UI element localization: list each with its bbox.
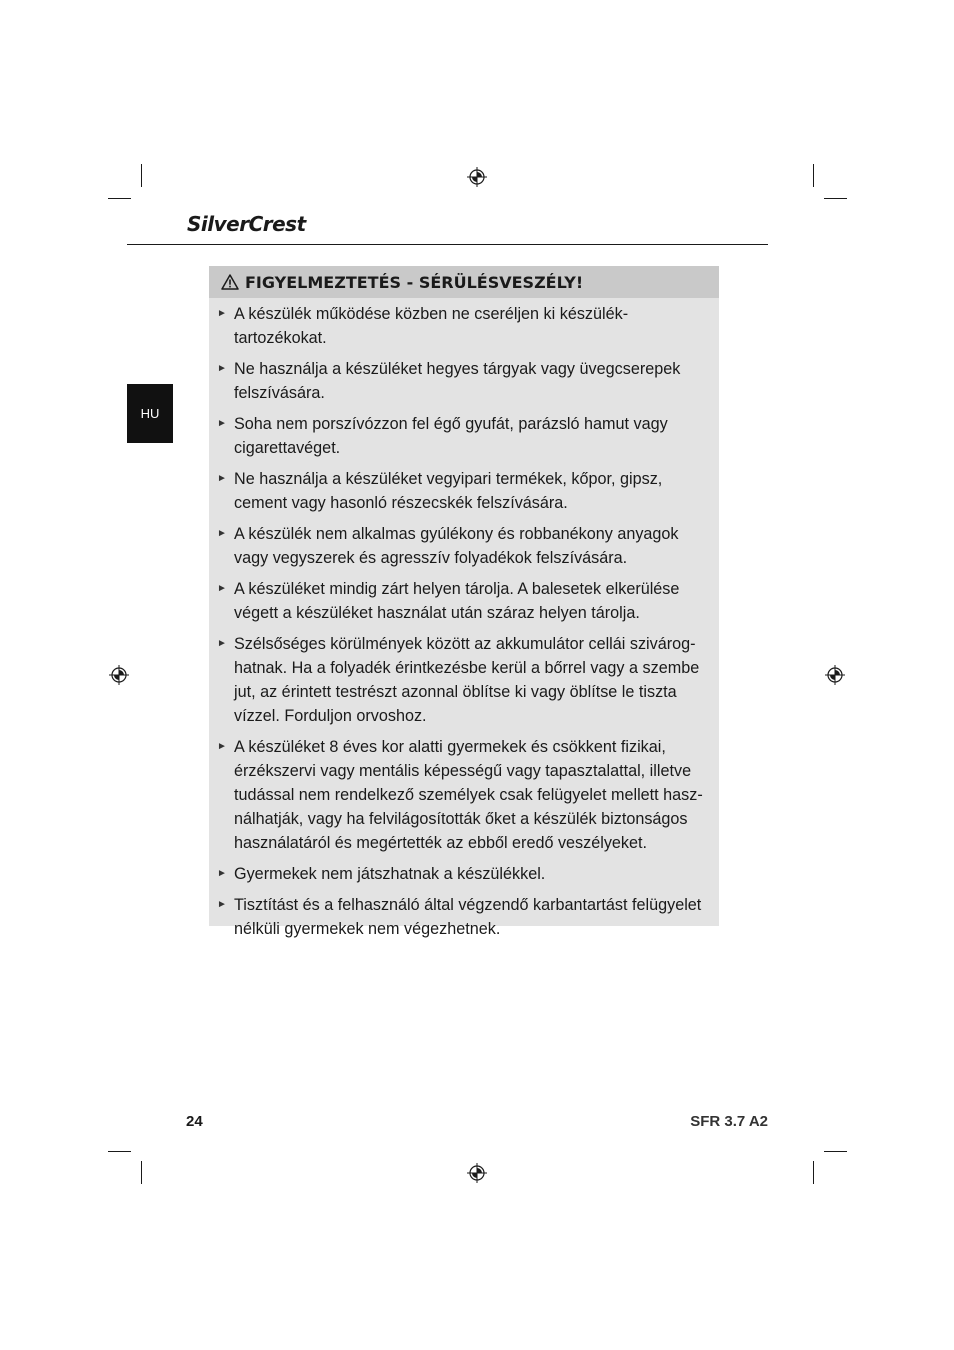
list-item — [217, 735, 711, 855]
list-item-text: A készüléket 8 éves kor alatti gyermekek és csökkent fizikai, érzékszervi vagy mentális képességű vagy tapasztalattal, illetve tudással nem rendelkező személyek csak felügyelet mellett hasz-nálhatják, vagy ha felvilágosították őket a készülék biztonságos használatáról és megértették az ebből eredő veszélyeket. — [234, 738, 703, 852]
crop-mark — [108, 198, 131, 199]
crop-mark — [813, 164, 814, 187]
bullet-icon: ► — [217, 473, 227, 484]
bullet-icon: ► — [217, 583, 227, 594]
list-item — [217, 412, 711, 460]
warning-header — [209, 266, 719, 298]
list-item — [217, 302, 711, 350]
list-item-text: Soha nem porszívózzon fel égő gyufát, parázsló hamut vagy cigarettavéget. — [234, 415, 668, 457]
language-tab: HU — [127, 384, 173, 443]
crop-mark — [824, 1151, 847, 1152]
page-number: 24 — [186, 1113, 203, 1130]
warning-triangle-icon — [221, 274, 239, 290]
list-item-text: Szélsőséges körülmények között az akkumulátor cellái szivárog-hatnak. Ha a folyadék érintkezésbe kerül a bőrrel vagy a szembe jut, az érintett testrészt azonnal öblítse ki vagy öblítse le tiszta vízzel. Forduljon orvoshoz. — [234, 635, 700, 725]
registration-mark-icon — [467, 167, 487, 187]
list-item — [217, 467, 711, 515]
warning-title: FIGYELMEZTETÉS - SÉRÜLÉSVESZÉLY! — [245, 272, 584, 292]
crop-mark — [813, 1161, 814, 1184]
crop-mark — [824, 198, 847, 199]
registration-mark-icon — [825, 665, 845, 685]
warning-box — [209, 266, 719, 938]
crop-mark — [108, 1151, 131, 1152]
list-item-text: A készülék működése közben ne cseréljen ki készülék-tartozékokat. — [234, 305, 629, 347]
registration-mark-icon — [467, 1163, 487, 1183]
list-item — [217, 862, 711, 886]
list-item — [217, 893, 711, 941]
list-item-text: Tisztítást és a felhasználó által végzendő karbantartást felügyelet nélküli gyermekek nem végezhetnek. — [234, 896, 702, 938]
registration-mark-icon — [109, 665, 129, 685]
bullet-icon: ► — [217, 868, 227, 879]
list-item — [217, 357, 711, 405]
list-item — [217, 632, 711, 728]
model-number: SFR 3.7 A2 — [690, 1113, 768, 1130]
crop-mark — [141, 1161, 142, 1184]
crop-mark — [141, 164, 142, 187]
bullet-icon: ► — [217, 363, 227, 374]
bullet-icon: ► — [217, 741, 227, 752]
bullet-icon: ► — [217, 418, 227, 429]
bullet-icon: ► — [217, 528, 227, 539]
warning-list — [209, 298, 719, 941]
brand-logo: SilverCrest — [187, 212, 306, 236]
header-rule — [127, 244, 768, 245]
list-item — [217, 577, 711, 625]
list-item — [217, 522, 711, 570]
list-item-text: A készüléket mindig zárt helyen tárolja. A balesetek elkerülése végett a készüléket használat után száraz helyen tárolja. — [234, 580, 680, 622]
list-item-text: A készülék nem alkalmas gyúlékony és robbanékony anyagok vagy vegyszerek és agresszív folyadékok felszívására. — [234, 525, 679, 567]
list-item-text: Ne használja a készüléket hegyes tárgyak vagy üvegcserepek felszívására. — [234, 360, 681, 402]
list-item-text: Gyermekek nem játszhatnak a készülékkel. — [234, 865, 546, 883]
bullet-icon: ► — [217, 899, 227, 910]
bullet-icon: ► — [217, 308, 227, 319]
list-item-text: Ne használja a készüléket vegyipari termékek, kőpor, gipsz, cement vagy hasonló részecskék felszívására. — [234, 470, 663, 512]
bullet-icon: ► — [217, 638, 227, 649]
